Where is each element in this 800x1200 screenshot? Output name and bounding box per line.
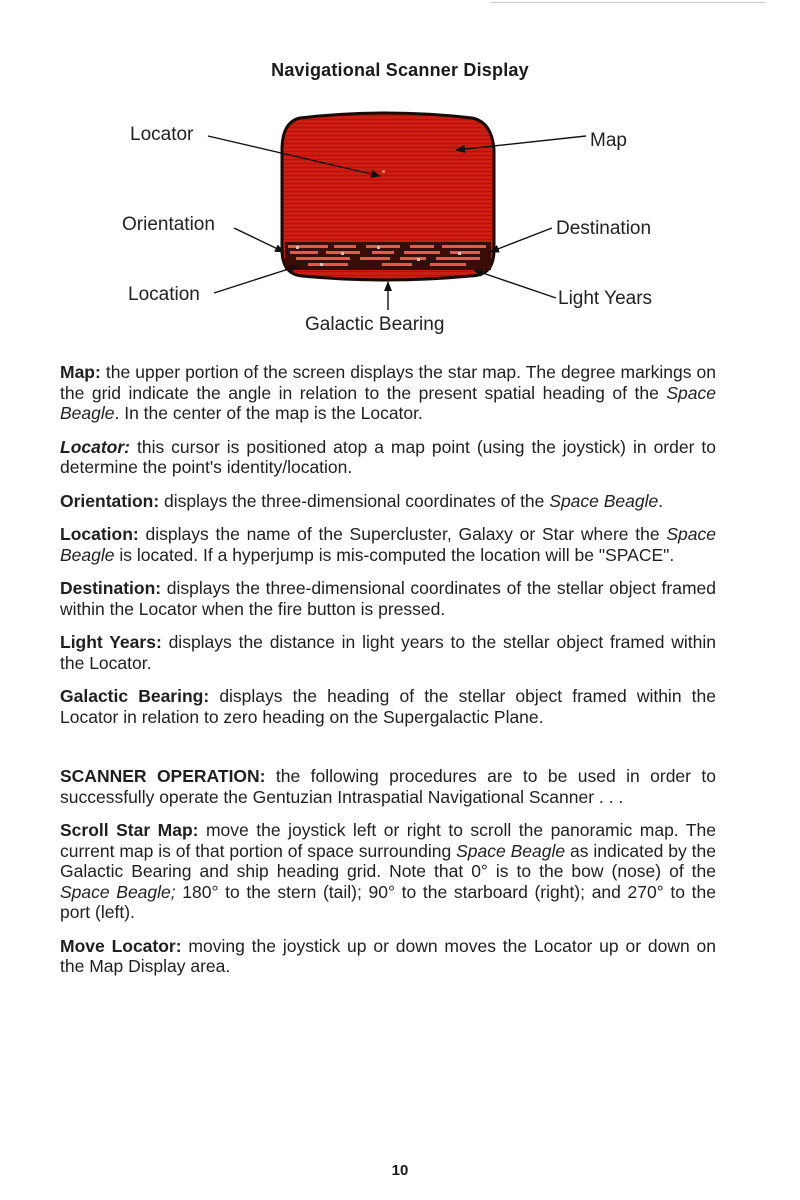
locator-marker [382,170,385,173]
definition-paragraph [60,491,716,512]
scanner-screen-illustration [0,100,800,350]
destination-pointer [490,228,552,252]
definition-term: SCANNER OPERATION: [60,766,266,786]
definition-term: Destination: [60,578,162,598]
definition-term: Light Years: [60,632,162,652]
definition-term: Galactic Bearing: [60,686,210,706]
definition-term: Location: [60,524,139,544]
definition-text: displays the distance in light years to the stellar object framed within the Locator. [60,632,716,673]
ship-name: Space Beagle [456,840,566,861]
definition-paragraph [60,362,716,424]
definition-term: Map: [60,362,101,382]
definition-text: displays the name of the Supercluster, Galaxy or Star where the [138,524,667,544]
label-light-years: Light Years [558,288,653,309]
section-gap [60,740,716,766]
page-title: Navigational Scanner Display [271,60,529,80]
page-number: 10 [391,1162,409,1179]
definition-text: the upper portion of the screen displays the star map. The degree markings on the grid indicate the angle in relation to the present spatial heading of the [60,362,716,403]
definition-term: Scroll Star Map: [60,820,199,840]
definition-paragraph [60,578,716,619]
definition-text: move the joystick left or right to scroll the panoramic map. The current map is of that portion of space surrounding [60,820,716,861]
definition-text: . [658,490,664,511]
definition-text: moving the joystick up or down moves the Locator up or down on the Map Display area. [60,935,716,976]
label-orientation: Orientation [122,214,215,235]
location-pointer [214,266,298,293]
definition-paragraph [60,766,716,807]
definition-text: displays the three-dimensional coordinates of the stellar object framed within the Locator when the fire button is pressed. [60,578,716,619]
scanner-diagram [0,100,800,350]
label-locator: Locator [130,124,194,145]
label-galactic-bearing: Galactic Bearing [305,314,445,335]
definition-text: 180° to the stern (tail); 90° to the starboard (right); and 270° to the port (left). [60,881,716,922]
definition-paragraph [60,936,716,977]
orientation-pointer [234,228,284,252]
ship-name: Space Beagle [60,524,716,565]
label-map: Map [590,130,627,151]
label-destination: Destination [556,218,652,239]
definition-text: displays the three-dimensional coordinates of the [159,490,550,511]
definition-text: as indicated by the Galactic Bearing and ship heading grid. Note that 0° is to the bow (nose) of the [60,840,716,881]
definition-term: Locator: [60,436,130,457]
definition-paragraph [60,632,716,673]
definition-term: Orientation: [60,490,160,511]
definition-text: this cursor is positioned atop a map point (using the joystick) in order to determine the point's identity/location. [60,436,716,477]
definition-text: . In the center of the map is the Locator. [114,403,423,423]
definition-paragraph [60,437,716,478]
ship-name: Space Beagle; [60,881,176,902]
top-rule [490,2,766,3]
definition-text: is located. If a hyperjump is mis-computed the location will be "SPACE". [114,544,675,565]
definition-paragraph [60,524,716,565]
label-location: Location [128,284,200,305]
definition-paragraph [60,686,716,727]
ship-name: Space Beagle [549,490,659,511]
body-text [60,362,716,990]
definition-term: Move Locator: [60,935,182,956]
definition-paragraph [60,820,716,923]
light-years-pointer [474,270,556,298]
definition-text: displays the heading of the stellar object framed within the Locator in relation to zero heading on the Supergalactic Plane. [60,686,716,727]
definition-text: the following procedures are to be used in order to successfully operate the Gentuzian Intraspatial Navigational Scanner . . . [60,766,716,807]
ship-name: Space Beagle [60,382,716,423]
